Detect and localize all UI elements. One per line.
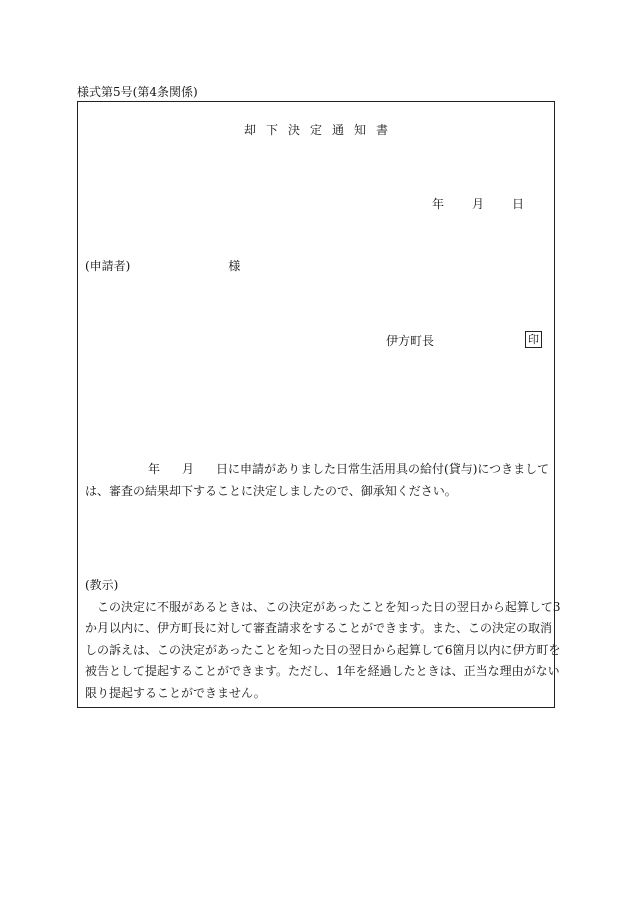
body-line-1-text: 日に申請がありました日常生活用具の給付(貸与)につきまして [216, 462, 550, 476]
appeal-notice-line: か月以内に、伊方町長に対して審査請求をすることができます。また、この決定の取消 [85, 621, 553, 635]
date-month-label: 月 [471, 197, 484, 211]
notice-body-line-2: は、審査の結果却下することに決定しましたので、御承知ください。 [85, 484, 457, 498]
issuer-name: 伊方町長 [386, 334, 435, 348]
applicant-honorific: 様 [228, 259, 241, 273]
notice-body-line-1 [85, 458, 551, 480]
appeal-notice-line: 被告として提起することができます。ただし、1年を経過したときは、正当な理由がない [85, 664, 560, 678]
date-day-label: 日 [511, 197, 524, 211]
applicant-line [85, 257, 240, 274]
appeal-notice-line: 限り提起することができません。 [85, 685, 266, 700]
document-title: 却下決定通知書 [243, 123, 398, 137]
notice-frame [77, 101, 561, 708]
notice-body [85, 458, 551, 502]
appeal-notice-line: しの訴えは、この決定があったことを知った日の翌日から起算して6箇月以内に伊方町を [85, 642, 561, 657]
issue-date [432, 195, 524, 212]
appeal-notice-line: この決定に不服があるときは、この決定があったことを知った日の翌日から起算して3 [97, 599, 561, 614]
appeal-notice-heading: (教示) [85, 578, 119, 592]
seal-mark: 印 [525, 331, 542, 348]
body-month-label: 月 [182, 462, 195, 476]
appeal-notice [85, 575, 561, 704]
form-number-label: 様式第5号(第4条関係) [77, 85, 198, 99]
applicant-label: (申請者) [85, 259, 131, 273]
date-year-label: 年 [431, 197, 444, 211]
body-year-label: 年 [148, 462, 161, 476]
